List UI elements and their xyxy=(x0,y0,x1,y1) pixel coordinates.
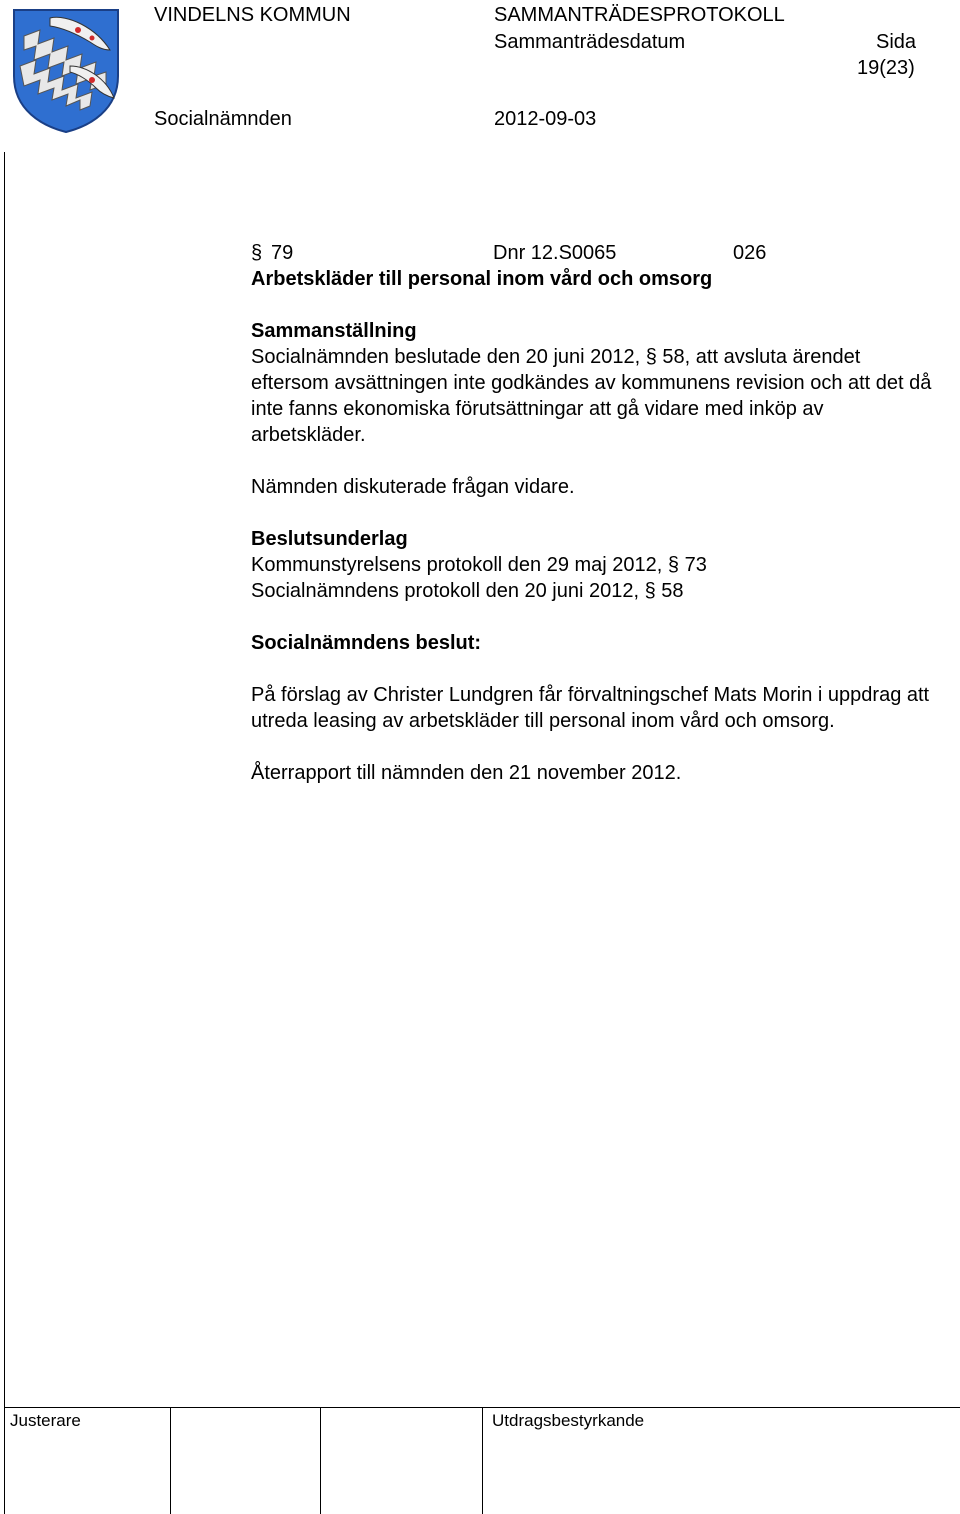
page-number: 19(23) xyxy=(857,57,915,79)
document-type: SAMMANTRÄDESPROTOKOLL xyxy=(494,4,785,26)
left-margin-line xyxy=(4,152,5,1514)
decision-heading: Socialnämndens beslut: xyxy=(251,632,482,654)
decision-text: På förslag av Christer Lundgren får förvaltningschef Mats Morin i uppdrag att utreda leasing av arbetskläder till personal inom vård och omsorg. xyxy=(251,684,930,732)
summary-heading: Sammanställning xyxy=(251,320,417,342)
report-back-text: Återrapport till nämnden den 21 november 2012. xyxy=(251,762,682,784)
footer-divider xyxy=(482,1407,483,1514)
summary-text: Socialnämnden beslutade den 20 juni 2012, § 58, att avsluta ärendet eftersom avsättningen inte godkändes av kommunens revision och att det då inte fanns ekonomiska förutsättningar att gå vidare med inköp av arbetskläder. xyxy=(251,346,932,446)
justerare-label: Justerare xyxy=(10,1411,81,1430)
coat-of-arms-logo xyxy=(10,6,122,134)
basis-item: Kommunstyrelsens protokoll den 29 maj 2012, § 73 xyxy=(251,554,707,576)
section-header-row xyxy=(251,240,941,266)
page-label: Sida xyxy=(876,31,917,53)
committee-name: Socialnämnden xyxy=(154,108,292,130)
municipality-name: VINDELNS KOMMUN xyxy=(154,4,351,26)
section-number: 79 xyxy=(271,242,294,264)
footer-divider xyxy=(320,1407,321,1514)
protocol-body xyxy=(251,240,941,786)
basis-item: Socialnämndens protokoll den 20 juni 2012, § 58 xyxy=(251,580,684,602)
discussion-text: Nämnden diskuterade frågan vidare. xyxy=(251,476,575,498)
section-code: 026 xyxy=(733,242,767,264)
meeting-date: 2012-09-03 xyxy=(494,108,597,130)
basis-heading: Beslutsunderlag xyxy=(251,528,408,550)
utdragsbestyrkande-label: Utdragsbestyrkande xyxy=(492,1411,645,1430)
meeting-date-label: Sammanträdesdatum xyxy=(494,31,686,53)
dnr-number: Dnr 12.S0065 xyxy=(493,242,617,264)
section-title: Arbetskläder till personal inom vård och omsorg xyxy=(251,268,713,290)
section-symbol: § xyxy=(251,242,263,264)
footer-divider xyxy=(170,1407,171,1514)
